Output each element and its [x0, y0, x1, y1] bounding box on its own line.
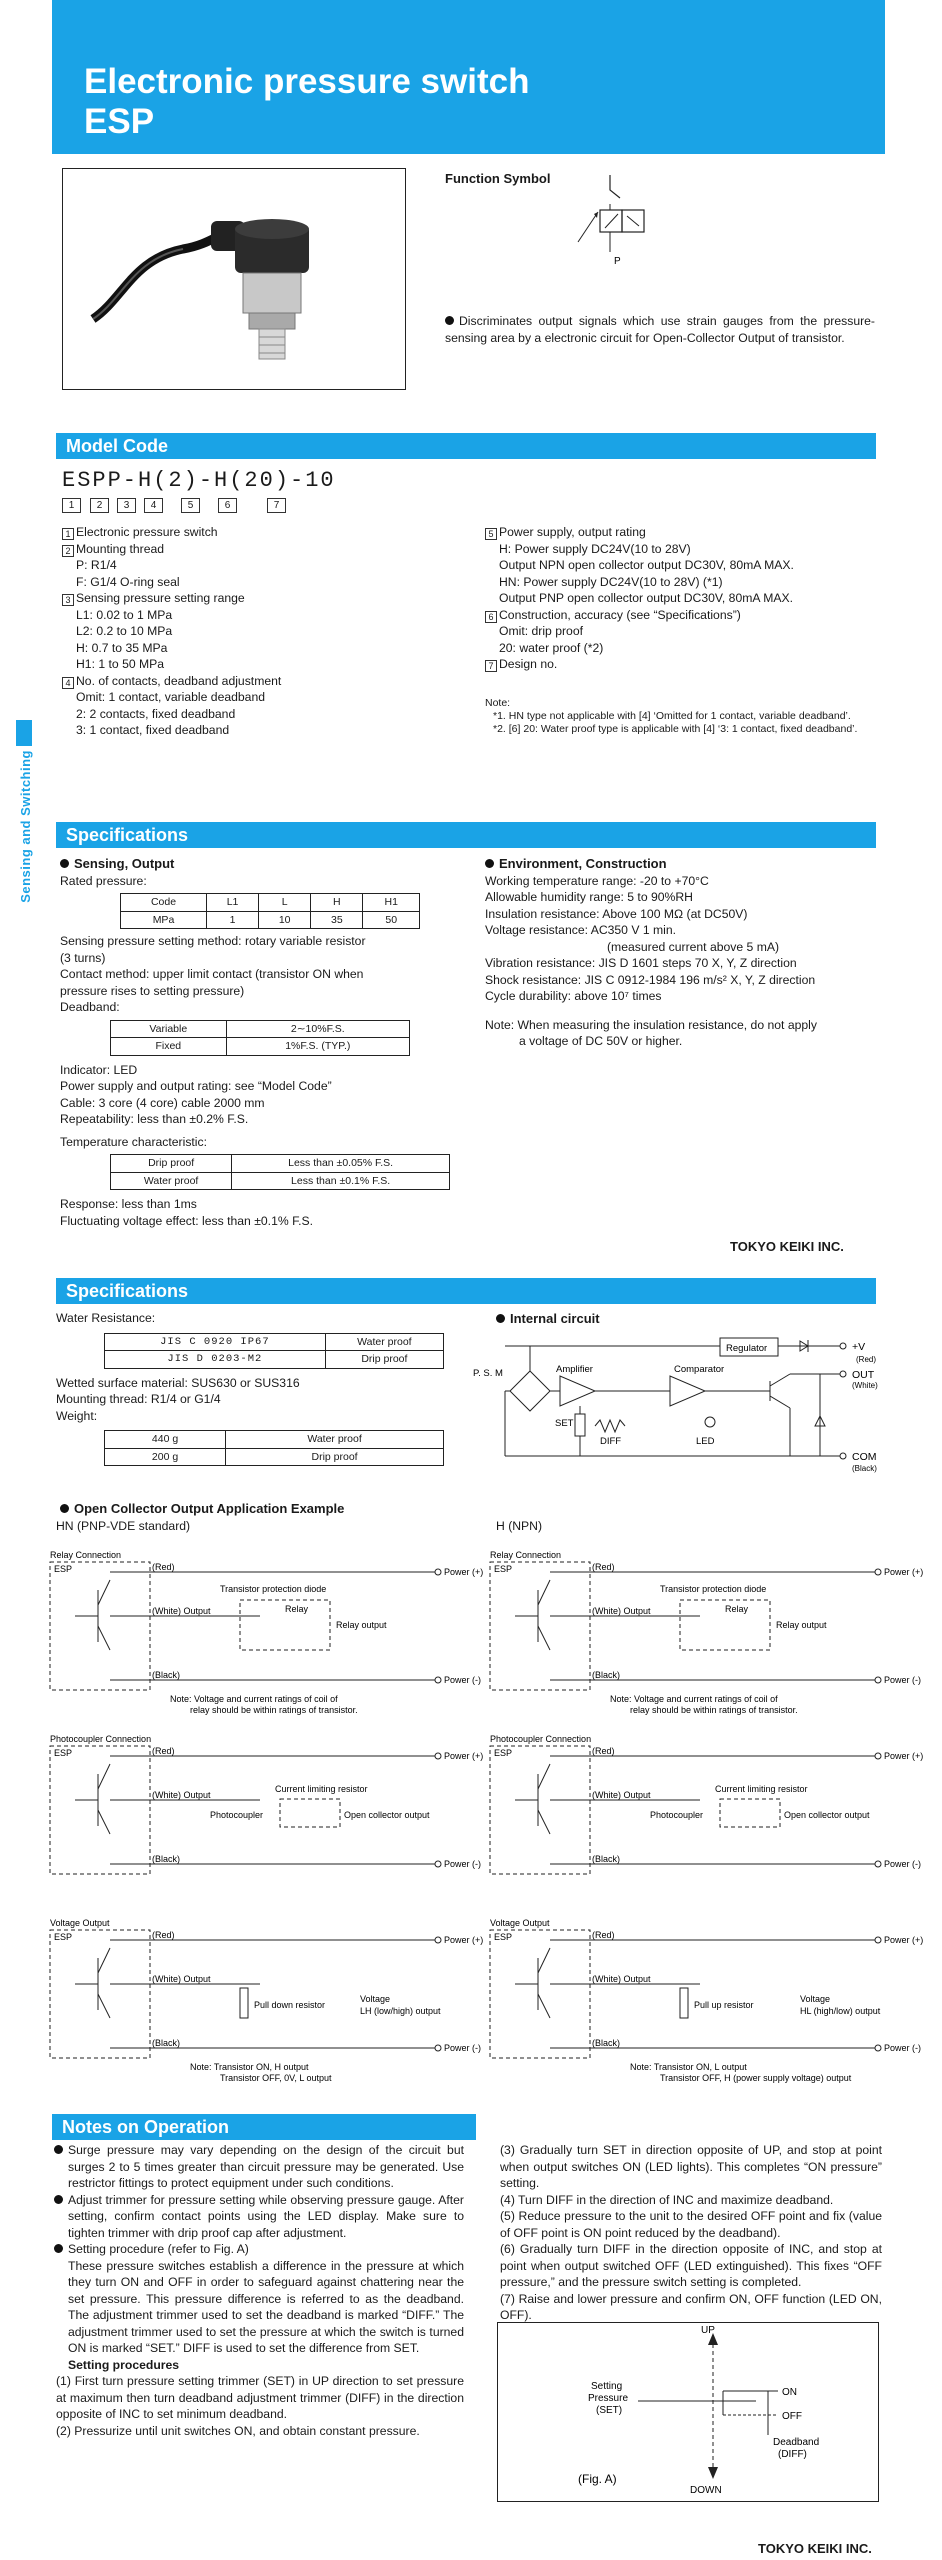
voltage-note: Note: Transistor ON, H output	[190, 2062, 309, 2072]
terminal	[435, 1861, 441, 1867]
contact-method-2: pressure rises to setting pressure)	[60, 983, 245, 998]
item-text: Design no.	[499, 657, 558, 671]
note-title: Note:	[485, 697, 511, 709]
power-plus-label: Power (+)	[444, 1567, 484, 1577]
note-bullet-2: Adjust trimmer for pressure setting while observing pressure gauge. After setting, confirm contact points using the LED display. Make sure to tighten trimmer with drip proof cap after adjustment.	[68, 2192, 464, 2240]
page-title: Electronic pressure switch ESP	[84, 62, 530, 141]
svg-text:Regulator: Regulator	[726, 1343, 768, 1354]
power-minus-label: Power (-)	[444, 1859, 482, 1869]
procedure-3: (3) Gradually turn SET in direction opposite of UP, and stop at point when output switches ON (LED lights). This completes “ON pressure” setting.	[500, 2143, 882, 2190]
photocoupler-box	[280, 1799, 340, 1827]
water-label: Water Resistance:	[56, 1311, 156, 1325]
transistor	[98, 1994, 110, 2018]
svg-text:UP: UP	[701, 2325, 715, 2336]
svg-text:P. S. M: P. S. M	[473, 1368, 503, 1379]
svg-text:SET: SET	[555, 1418, 574, 1429]
model-code-item	[62, 656, 462, 673]
transistor	[538, 1948, 550, 1973]
side-tab-marker	[16, 720, 32, 746]
model-code-item	[62, 574, 462, 591]
weight-table: 440 g Water proof 200 g Drip proof	[104, 1430, 444, 1466]
power-minus-label: Power (-)	[884, 2043, 922, 2053]
esp-label: ESP	[494, 1748, 513, 1758]
resistor	[240, 1988, 248, 2018]
relay-note: Note: Voltage and current ratings of coil of	[170, 1694, 338, 1704]
terminal	[435, 2045, 441, 2051]
svg-text:(Red): (Red)	[856, 1355, 877, 1364]
item-text: L2: 0.2 to 10 MPa	[76, 624, 173, 638]
transistor	[98, 1626, 110, 1650]
code-box: 1	[62, 498, 81, 513]
model-code-item	[485, 524, 885, 541]
water-resistance-table: JIS C 0920 IP67 Water proof JIS D 0203-M2 Drip proof	[104, 1333, 444, 1369]
model-code-item	[485, 541, 885, 558]
red-label: (Red)	[592, 1562, 615, 1572]
env-line: Cycle durability: above 10⁷ times	[485, 989, 662, 1003]
model-code-item	[62, 722, 462, 739]
panel-title: Relay Connection	[50, 1550, 122, 1560]
item-text: P: R1/4	[76, 558, 117, 572]
env-line: Vibration resistance: JIS D 1601 steps 70 X, Y, Z direction	[485, 956, 797, 970]
model-code-notes	[485, 697, 875, 736]
svg-text:Amplifier: Amplifier	[556, 1364, 593, 1375]
product-photo	[62, 168, 406, 390]
repeatability: Repeatability: less than ±0.2% F.S.	[60, 1112, 249, 1126]
esp-box	[490, 1930, 590, 2058]
intro-text: Discriminates output signals which use strain gauges from the pressure-sensing area by a electronic circuit for Open-Collector Output of transistor.	[445, 314, 875, 345]
power-minus-label: Power (-)	[884, 1859, 922, 1869]
note-2: *2. [6] 20: Water proof type is applicable with [4] ‘3: 1 contact, fixed deadband’.	[493, 723, 858, 735]
env-note: Note: When measuring the insulation resistance, do not apply	[485, 1017, 817, 1032]
esp-box	[50, 1746, 150, 1874]
red-label: (Red)	[592, 1746, 615, 1756]
esp-label: ESP	[494, 1564, 513, 1574]
procedure-5: (5) Reduce pressure to the unit to the desired OFF point and fix (value of OFF point is ON point reduced by the deadband).	[500, 2209, 882, 2240]
power-plus-label: Power (+)	[884, 1567, 924, 1577]
h-label: H (NPN)	[496, 1519, 543, 1533]
rated-header-cell: Code	[121, 894, 207, 912]
terminal	[435, 1753, 441, 1759]
application-diagrams	[50, 1550, 924, 2110]
setting-procedure-body: These pressure switches establish a difference in the pressure at which they turn ON and OFF in order to safeguard against chattering near the set pressure. This pressure difference is referred to as the deadband. The adjustment trimmer used to set the deadband is marked “DIFF.” The adjustment trimmer used to set the pressure at which the switch is turned ON is marked “SET.” DIFF is used to set the difference from SET.	[68, 2258, 464, 2355]
code-box: 3	[117, 498, 136, 513]
resistor-label: Pull down resistor	[254, 2000, 326, 2010]
white-output-label: (White) Output	[152, 1606, 211, 1616]
black-label: (Black)	[152, 1854, 181, 1864]
model-code-item	[485, 590, 885, 607]
model-code-item	[62, 590, 462, 607]
red-label: (Red)	[592, 1930, 615, 1940]
svg-text:ON: ON	[782, 2387, 797, 2398]
item-text: H: Power supply DC24V(10 to 28V)	[499, 541, 691, 556]
panel-title: Photocoupler Connection	[490, 1734, 592, 1744]
resistor	[680, 1988, 688, 2018]
esp-box	[490, 1562, 590, 1690]
procedure-2: (2) Pressurize until unit switches ON, and obtain constant pressure.	[56, 2423, 420, 2438]
relay-note-2: relay should be within ratings of transistor.	[630, 1705, 798, 1715]
code-box: 5	[181, 498, 200, 513]
item-number-box: 4	[62, 677, 74, 689]
power-plus-label: Power (+)	[884, 1935, 924, 1945]
model-code-item	[485, 574, 885, 591]
procedure-1: (1) First turn pressure setting trimmer (SET) in UP direction to set pressure at maximum then turn deadband adjustment trimmer (DIFF) in the direction opposite of INC to set minimum deadband.	[56, 2374, 464, 2421]
power-minus-label: Power (-)	[884, 1675, 922, 1685]
item-number-box: 6	[485, 611, 497, 623]
svg-text:(Fig. A): (Fig. A)	[578, 2472, 617, 2486]
env-line: Shock resistance: JIS C 0912-1984 196 m/s² X, Y, Z direction	[485, 972, 816, 987]
transistor	[538, 1764, 550, 1789]
function-symbol-icon	[560, 170, 650, 270]
terminal	[435, 1937, 441, 1943]
rated-value-cell: 1	[206, 911, 258, 929]
esp-label: ESP	[54, 1932, 73, 1942]
voltage-note-2: Transistor OFF, 0V, L output	[220, 2073, 332, 2083]
model-code-item	[485, 640, 885, 657]
svg-text:Comparator: Comparator	[674, 1364, 725, 1375]
model-code-item	[62, 623, 462, 640]
white-output-label: (White) Output	[592, 1790, 651, 1800]
model-code-item	[62, 673, 462, 690]
esp-box	[50, 1930, 150, 2058]
model-code-item	[485, 607, 885, 624]
red-label: (Red)	[152, 1746, 175, 1756]
model-code-item	[62, 607, 462, 624]
relay-note-2: relay should be within ratings of transistor.	[190, 1705, 358, 1715]
rated-value-cell: 10	[259, 911, 311, 929]
model-code-right-list	[485, 524, 885, 673]
rated-label: Rated pressure:	[60, 873, 147, 888]
diode-label: Transistor protection diode	[220, 1584, 327, 1594]
svg-text:LED: LED	[696, 1436, 715, 1447]
env-line: Insulation resistance: Above 100 MΩ (at DC50V)	[485, 906, 748, 921]
company-name: TOKYO KEIKI INC.	[730, 1239, 844, 1254]
svg-text:COM: COM	[852, 1451, 877, 1463]
photocoupler-box	[720, 1799, 780, 1827]
deadband-table: Variable 2∼10%F.S. Fixed 1%F.S. (TYP.)	[110, 1020, 410, 1056]
item-text: F: G1/4 O-ring seal	[76, 574, 180, 589]
relay-label: Relay	[725, 1604, 749, 1614]
red-label: (Red)	[152, 1930, 175, 1940]
item-text: 3: 1 contact, fixed deadband	[76, 723, 230, 737]
deadband-label: Deadband:	[60, 1000, 120, 1014]
rated-header-cell: L1	[206, 894, 258, 912]
svg-text:(Black): (Black)	[852, 1464, 877, 1473]
svg-text:OFF: OFF	[782, 2411, 802, 2422]
model-code-item	[62, 640, 462, 657]
item-text: Output PNP open collector output DC30V, 80mA MAX.	[499, 591, 794, 605]
procedure-6: (6) Gradually turn DIFF in the direction opposite of INC, and stop at point when output switched OFF (LED extinguished). This fixes “OFF pressure,” and the pressure switch setting is completed.	[500, 2242, 882, 2289]
item-text: 20: water proof (*2)	[499, 640, 604, 655]
item-text: Mounting thread	[76, 541, 165, 556]
model-code-string: ESPP-H(2)-H(20)-10	[62, 468, 336, 493]
env-line: Working temperature range: -20 to +70°C	[485, 873, 709, 888]
code-box: 6	[218, 498, 237, 513]
contact-method: Contact method: upper limit contact (transistor ON when	[60, 967, 364, 981]
sensing-output-block	[60, 856, 460, 1229]
diode-label: Transistor protection diode	[660, 1584, 767, 1594]
terminal	[875, 1677, 881, 1683]
model-code-item	[62, 689, 462, 706]
cable: Cable: 3 core (4 core) cable 2000 mm	[60, 1095, 265, 1110]
transistor	[98, 1948, 110, 1973]
sensing-title: Sensing, Output	[74, 856, 175, 871]
side-tab	[16, 720, 34, 958]
rated-value-cell: 35	[311, 911, 363, 929]
item-number-box: 2	[62, 545, 74, 557]
voltage-note: Note: Transistor ON, L output	[630, 2062, 747, 2072]
terminal	[875, 2045, 881, 2051]
svg-text:DOWN: DOWN	[690, 2485, 722, 2496]
svg-text:P: P	[614, 256, 621, 267]
item-text: Electronic pressure switch	[76, 525, 218, 539]
transistor	[538, 1810, 550, 1834]
item-text: Power supply, output rating	[499, 525, 646, 539]
function-symbol-title: Function Symbol	[445, 171, 551, 186]
panel-title: Voltage Output	[50, 1918, 110, 1928]
note-bullet-1: Surge pressure may vary depending on the design of the circuit but surges 2 to 5 times greater than circuit pressure may be generated. Use restrictor fittings to protect equipment under such conditions.	[68, 2143, 464, 2190]
item-text: HN: Power supply DC24V(10 to 28V) (*1)	[499, 574, 723, 589]
temp-label: Temperature characteristic:	[60, 1134, 207, 1149]
model-code-item	[485, 656, 885, 673]
esp-label: ESP	[494, 1932, 513, 1942]
hn-label: HN (PNP-VDE standard)	[56, 1519, 191, 1533]
model-code-left-list	[62, 524, 462, 739]
transistor	[538, 1626, 550, 1650]
side-tab-label: Sensing and Switching	[18, 750, 33, 903]
current-limit-label: Current limiting resistor	[715, 1784, 808, 1794]
model-code-boxes	[62, 496, 294, 513]
specifications-section-title: Specifications	[56, 822, 876, 848]
code-box: 7	[267, 498, 286, 513]
black-label: (Black)	[152, 2038, 181, 2048]
item-text: L1: 0.02 to 1 MPa	[76, 607, 173, 622]
model-code-item	[485, 557, 885, 574]
water-resistance-block	[56, 1310, 456, 1466]
photocoupler-label: Photocoupler	[210, 1810, 264, 1820]
model-code-item	[62, 541, 462, 558]
voltage-note-2: Transistor OFF, H (power supply voltage) output	[660, 2073, 852, 2083]
terminal	[875, 1753, 881, 1759]
code-box: 2	[90, 498, 109, 513]
rated-pressure-table	[120, 893, 420, 929]
item-number-box: 3	[62, 594, 74, 606]
esp-box	[490, 1746, 590, 1874]
svg-text:(White): (White)	[852, 1381, 878, 1390]
power-plus-label: Power (+)	[444, 1935, 484, 1945]
model-code-item	[485, 623, 885, 640]
voltage-label: Voltage	[800, 1994, 831, 2004]
rated-header-cell: L	[259, 894, 311, 912]
svg-text:Pressure: Pressure	[588, 2393, 629, 2404]
temperature-table: Drip proof Less than ±0.05% F.S. Water proof Less than ±0.1% F.S.	[110, 1154, 450, 1190]
transistor	[98, 1810, 110, 1834]
item-text: Omit: drip proof	[499, 624, 583, 638]
env-note-2: a voltage of DC 50V or higher.	[519, 1034, 683, 1048]
env-line: Voltage resistance: AC350 V 1 min.	[485, 923, 677, 937]
transistor	[98, 1580, 110, 1605]
internal-circuit-title: Internal circuit	[496, 1310, 600, 1328]
env-title: Environment, Construction	[499, 856, 667, 871]
svg-text:OUT: OUT	[852, 1369, 875, 1381]
panel-title: Voltage Output	[490, 1918, 550, 1928]
specifications-2-section-title: Specifications	[56, 1278, 876, 1304]
power-rating: Power supply and output rating: see “Model Code”	[60, 1079, 332, 1093]
notes-right-column	[500, 2142, 882, 2324]
rated-value-cell: MPa	[121, 911, 207, 929]
fluctuating-voltage: Fluctuating voltage effect: less than ±0.1% F.S.	[60, 1213, 314, 1228]
power-plus-label: Power (+)	[444, 1751, 484, 1761]
panel-title: Photocoupler Connection	[50, 1734, 152, 1744]
svg-text:+V: +V	[852, 1341, 866, 1353]
svg-text:DIFF: DIFF	[600, 1436, 622, 1447]
weight-label: Weight:	[56, 1408, 98, 1423]
model-code-item	[62, 557, 462, 574]
figure-a	[497, 2322, 879, 2502]
panel-title: Relay Connection	[490, 1550, 562, 1560]
svg-text:(DIFF): (DIFF)	[778, 2449, 807, 2460]
item-text: Sensing pressure setting range	[76, 591, 245, 605]
power-plus-label: Power (+)	[884, 1751, 924, 1761]
note-1: *1. HN type not applicable with [4] ‘Omitted for 1 contact, variable deadband’.	[493, 710, 851, 722]
item-text: 2: 2 contacts, fixed deadband	[76, 706, 236, 721]
item-text: Construction, accuracy (see “Specifications”)	[499, 607, 741, 622]
item-number-box: 5	[485, 528, 497, 540]
black-label: (Black)	[152, 1670, 181, 1680]
item-text: H: 0.7 to 35 MPa	[76, 640, 168, 655]
photocoupler-label: Photocoupler	[650, 1810, 704, 1820]
esp-label: ESP	[54, 1564, 73, 1574]
item-text: No. of contacts, deadband adjustment	[76, 673, 282, 688]
mounting-thread: Mounting thread: R1/4 or G1/4	[56, 1392, 221, 1406]
open-collector-label: Open collector output	[784, 1810, 870, 1820]
white-output-label: (White) Output	[592, 1606, 651, 1616]
white-output-label: (White) Output	[592, 1974, 651, 1984]
svg-text:Setting: Setting	[591, 2381, 623, 2392]
terminal	[435, 1569, 441, 1575]
internal-circuit-diagram	[470, 1326, 890, 1516]
env-line: Allowable humidity range: 5 to 90%RH	[485, 890, 693, 904]
black-label: (Black)	[592, 1670, 621, 1680]
code-box: 4	[144, 498, 163, 513]
transistor	[538, 1580, 550, 1605]
transistor	[98, 1764, 110, 1789]
procedure-7: (7) Raise and lower pressure and confirm ON, OFF function (LED ON, OFF).	[500, 2291, 882, 2322]
environment-block	[485, 856, 885, 1050]
transistor	[538, 1994, 550, 2018]
white-output-label: (White) Output	[152, 1974, 211, 1984]
company-name-footer: TOKYO KEIKI INC.	[758, 2541, 872, 2556]
esp-label: ESP	[54, 1748, 73, 1758]
black-label: (Black)	[592, 2038, 621, 2048]
rated-value-cell: 50	[363, 911, 420, 929]
item-text: H1: 1 to 50 MPa	[76, 657, 165, 671]
resistor-label: Pull up resistor	[694, 2000, 754, 2010]
output-type-label: HL (high/low) output	[800, 2006, 881, 2016]
procedure-4: (4) Turn DIFF in the direction of INC and maximize deadband.	[500, 2192, 834, 2207]
model-code-item	[62, 706, 462, 723]
notes-left-column	[54, 2142, 464, 2439]
item-number-box: 1	[62, 528, 74, 540]
item-text: Output NPN open collector output DC30V, 80mA MAX.	[499, 558, 794, 572]
rated-header-cell: H1	[363, 894, 420, 912]
env-line: (measured current above 5 mA)	[607, 939, 780, 954]
note-bullet-3: Setting procedure (refer to Fig. A)	[68, 2242, 249, 2256]
relay-output-label: Relay output	[336, 1620, 387, 1630]
open-collector-label: Open collector output	[344, 1810, 430, 1820]
output-type-label: LH (low/high) output	[360, 2006, 441, 2016]
svg-text:(SET): (SET)	[596, 2405, 623, 2416]
item-number-box: 7	[485, 660, 497, 672]
relay-note: Note: Voltage and current ratings of coil of	[610, 1694, 778, 1704]
response: Response: less than 1ms	[60, 1197, 197, 1211]
indicator: Indicator: LED	[60, 1062, 138, 1077]
oc-example-title: Open Collector Output Application Example	[60, 1500, 344, 1518]
procedures-title: Setting procedures	[68, 2357, 180, 2372]
voltage-label: Voltage	[360, 1994, 391, 2004]
model-code-item	[62, 524, 462, 541]
setting-method: Sensing pressure setting method: rotary variable resistor	[60, 934, 366, 948]
rated-header-cell: H	[311, 894, 363, 912]
relay-output-label: Relay output	[776, 1620, 827, 1630]
relay-label: Relay	[285, 1604, 309, 1614]
notes-section-title: Notes on Operation	[52, 2114, 476, 2140]
esp-box	[50, 1562, 150, 1690]
wetted-material: Wetted surface material: SUS630 or SUS316	[56, 1375, 300, 1390]
model-code-section-title: Model Code	[56, 433, 876, 459]
terminal	[875, 1937, 881, 1943]
white-output-label: (White) Output	[152, 1790, 211, 1800]
setting-turns: (3 turns)	[60, 950, 106, 965]
current-limit-label: Current limiting resistor	[275, 1784, 368, 1794]
item-text: Omit: 1 contact, variable deadband	[76, 690, 266, 704]
power-minus-label: Power (-)	[444, 2043, 482, 2053]
svg-text:Deadband: Deadband	[773, 2437, 820, 2448]
black-label: (Black)	[592, 1854, 621, 1864]
title-banner	[52, 0, 885, 154]
terminal	[435, 1677, 441, 1683]
terminal	[875, 1861, 881, 1867]
power-minus-label: Power (-)	[444, 1675, 482, 1685]
red-label: (Red)	[152, 1562, 175, 1572]
terminal	[875, 1569, 881, 1575]
